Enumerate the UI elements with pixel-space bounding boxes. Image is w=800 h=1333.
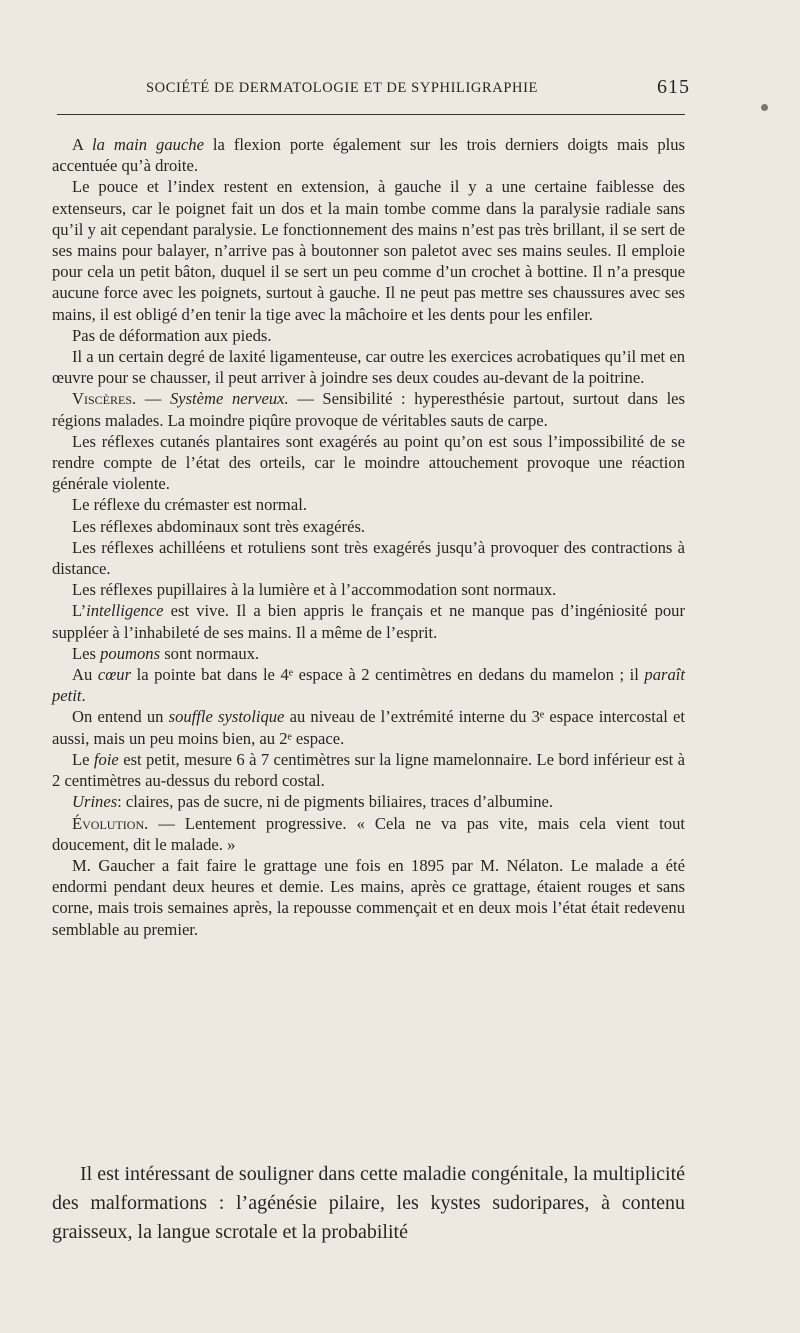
italic-term: souffle systolique <box>168 707 285 727</box>
paragraph: Le pouce et l’index restent en extension, à gauche il y a une certaine faiblesse des extenseurs, car le poignet fait un dos et la main tombe comme dans la paralysie radiale sans qu’il y ait cependant paralysie. Le fonctionnement des mains n’est pas très brillant, il se sert de ses mains pour balayer, n’arrive pas à boutonner son paletot avec ses mains seules. Il emploie pour cela un petit bâton, duquel il se sert un peu comme d’un crochet à bottine. Il n’a presque aucune force avec les poignets, surtout à gauche. Il ne peut pas mettre ses chaussures avec ses mains, il est obligé d’en tenir la tige avec la mâchoire et les dents pour les enfiler. <box>52 177 685 324</box>
text-run: Les <box>72 643 101 663</box>
text-run: au niveau de l’extrémité interne du 3ᵉ espace intercostal et aussi, mais un peu moins bien, au 2ᵉ espace. <box>52 707 685 748</box>
text-run: est vive. Il a bien appris le français et ne manque pas d’ingéniosité pour suppléer à l’inhabileté de ses mains. Il a même de l’esprit. <box>52 601 685 642</box>
paragraph <box>52 664 685 706</box>
section-heading: Évolution. <box>72 813 149 833</box>
body-text <box>52 134 685 940</box>
paragraph: Pas de déformation aux pieds. <box>72 325 272 345</box>
closing-paragraph: Il est intéressant de souligner dans cette maladie congénitale, la multiplicité des malformations : l’agénésie pilaire, les kystes sudoripares, à contenu graisseux, la langue scrotale et la probabilité <box>52 1163 685 1243</box>
paragraph: Le réflexe du crémaster est normal. <box>72 495 307 515</box>
text-run: Au <box>72 665 98 685</box>
text-run: la pointe bat dans le 4ᵉ espace à 2 centimètres en dedans du mamelon ; il <box>131 665 645 685</box>
text-run: — <box>136 389 170 409</box>
paragraph <box>52 388 685 430</box>
italic-term: Urines <box>72 792 118 812</box>
paragraph <box>52 643 685 664</box>
text-run: Le <box>72 749 94 769</box>
text-run: — Lentement progressive. « Cela ne va pas vite, mais cela vient tout doucement, dit le malade. » <box>52 813 685 854</box>
text-run: L’ <box>72 601 87 621</box>
text-run: est petit, mesure 6 à 7 centimètres sur la ligne mamelonnaire. Le bord inférieur est à 2 centimètres au-dessus du rebord costal. <box>52 749 685 791</box>
header-rule <box>57 114 685 115</box>
italic-term: paraît petit <box>52 665 685 706</box>
text-run: : claires, pas de sucre, ni de pigments biliaires, traces d’albumine. <box>117 792 554 812</box>
paragraph: M. Gaucher a fait faire le grattage une fois en 1895 par M. Nélaton. Le malade a été endormi pendant deux heures et demie. Les mains, après ce grattage, étaient rouges et sans corne, mais trois semaines après, la repousse commençait et en deux mois l’état était redevenu semblable au premier. <box>52 855 685 939</box>
section-heading: Viscères. <box>72 389 137 409</box>
paragraph <box>52 813 685 855</box>
paragraph: Les réflexes pupillaires à la lumière et à l’accommodation sont normaux. <box>72 580 557 600</box>
text-run: — Sensibilité : hyperesthésie partout, surtout dans les régions malades. La moindre piqûre provoque de véritables sauts de carpe. <box>52 389 686 430</box>
text-run: On entend un <box>72 707 169 727</box>
paragraph: Les réflexes achilléens et rotuliens sont très exagérés jusqu’à provoquer des contractions à distance. <box>52 537 685 579</box>
paragraph <box>52 749 685 791</box>
italic-term: poumons <box>100 643 161 663</box>
text-run: sont normaux. <box>160 643 260 663</box>
italic-term: foie <box>93 749 119 769</box>
paragraph: Les réflexes cutanés plantaires sont exagérés au point qu’on est sous l’impossibilité de se rendre compte de l’état des orteils, car le moindre attouchement provoque une réaction générale violente. <box>52 431 685 494</box>
text-run: . <box>81 686 86 706</box>
paragraph: Les réflexes abdominaux sont très exagérés. <box>72 516 366 536</box>
italic-term: intelligence <box>86 601 164 621</box>
paragraph <box>52 600 685 642</box>
paragraph <box>52 134 685 176</box>
page-number: 615 <box>657 76 690 98</box>
ink-spot <box>761 104 768 111</box>
italic-term: Système nerveux. <box>169 389 289 409</box>
paragraph <box>52 791 685 812</box>
running-title: SOCIÉTÉ DE DERMATOLOGIE ET DE SYPHILIGRAPHIE <box>146 80 538 96</box>
paragraph: Il a un certain degré de laxité ligamenteuse, car outre les exercices acrobatiques qu’il met en œuvre pour se chausser, il peut arriver à joindre ses deux coudes au-devant de la poitrine. <box>52 347 685 388</box>
running-head <box>52 76 692 102</box>
italic-term: la main gauche <box>92 135 204 154</box>
closing-text <box>52 1160 685 1247</box>
text-run: la flexion porte également sur les trois derniers doigts mais plus accentuée qu’à droite. <box>52 135 685 176</box>
italic-term: cœur <box>97 665 132 685</box>
paragraph <box>52 706 685 748</box>
text-run: A <box>72 135 93 154</box>
